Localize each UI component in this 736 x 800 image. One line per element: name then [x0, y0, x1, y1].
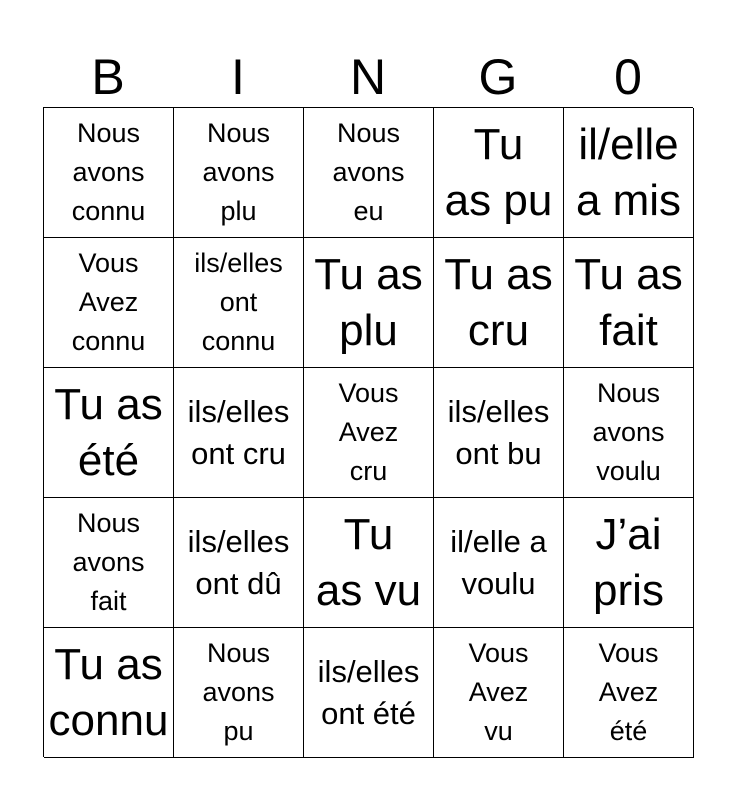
bingo-cell[interactable] [174, 108, 304, 238]
bingo-cell-text: Vous Avez connu [71, 248, 146, 356]
bingo-cell[interactable] [44, 628, 174, 758]
bingo-cell[interactable] [434, 628, 564, 758]
bingo-cell[interactable] [44, 498, 174, 628]
bingo-cell[interactable] [434, 498, 564, 628]
bingo-cell[interactable] [304, 368, 434, 498]
bingo-cell[interactable] [174, 368, 304, 498]
bingo-cell-text: Nous avons connu [71, 118, 146, 226]
bingo-header [43, 48, 693, 106]
bingo-cell[interactable] [564, 498, 694, 628]
bingo-cell-text: Nous avons fait [72, 508, 145, 616]
bingo-cell-text: Nous avons eu [332, 118, 405, 226]
bingo-cell-text: Nous avons voulu [592, 378, 665, 486]
bingo-cell-text: ils/elles ont connu [194, 248, 283, 356]
bingo-cell[interactable] [434, 368, 564, 498]
header-letter: I [231, 49, 245, 105]
bingo-cell-text: Tu as plu [314, 249, 423, 355]
header-letter: B [91, 49, 125, 105]
bingo-cell-text: Tu as cru [444, 249, 553, 355]
bingo-cell-text: Tu as été [54, 379, 163, 485]
bingo-cell-text: ils/elles ont cru [187, 393, 290, 471]
bingo-cell-text: il/elle a voulu [450, 523, 547, 601]
bingo-cell-text: Tu as pu [444, 119, 553, 225]
bingo-cell[interactable] [564, 238, 694, 368]
bingo-cell-text: J’ai pris [593, 509, 664, 615]
bingo-cell-text: Nous avons pu [202, 638, 275, 746]
header-letter: G [478, 49, 518, 105]
bingo-cell[interactable] [564, 108, 694, 238]
bingo-cell-text: ils/elles ont dû [187, 523, 290, 601]
bingo-cell[interactable] [304, 238, 434, 368]
bingo-cell[interactable] [44, 368, 174, 498]
bingo-cell-text: Nous avons plu [202, 118, 275, 226]
bingo-cell[interactable] [44, 238, 174, 368]
bingo-cell[interactable] [564, 628, 694, 758]
bingo-cell[interactable] [174, 628, 304, 758]
bingo-cell[interactable] [434, 238, 564, 368]
bingo-cell[interactable] [434, 108, 564, 238]
bingo-cell-text: Vous Avez été [598, 638, 659, 746]
bingo-cell-text: Tu as fait [574, 249, 683, 355]
bingo-cell-text: Tu as vu [315, 509, 422, 615]
bingo-cell-text: Vous Avez vu [468, 638, 529, 746]
bingo-cell-text: ils/elles ont été [317, 653, 420, 731]
bingo-cell-text: ils/elles ont bu [447, 393, 550, 471]
header-letter: 0 [614, 49, 642, 105]
header-letter: N [349, 49, 387, 105]
bingo-cell[interactable] [44, 108, 174, 238]
bingo-cell[interactable] [564, 368, 694, 498]
bingo-cell[interactable] [174, 498, 304, 628]
bingo-cell[interactable] [304, 108, 434, 238]
bingo-cell[interactable] [174, 238, 304, 368]
bingo-card-grid [43, 107, 693, 757]
bingo-cell[interactable] [304, 628, 434, 758]
bingo-cell-text: Vous Avez cru [338, 378, 399, 486]
bingo-cell-text: il/elle a mis [575, 119, 682, 225]
bingo-cell-text: Tu as connu [48, 639, 169, 745]
bingo-cell[interactable] [304, 498, 434, 628]
